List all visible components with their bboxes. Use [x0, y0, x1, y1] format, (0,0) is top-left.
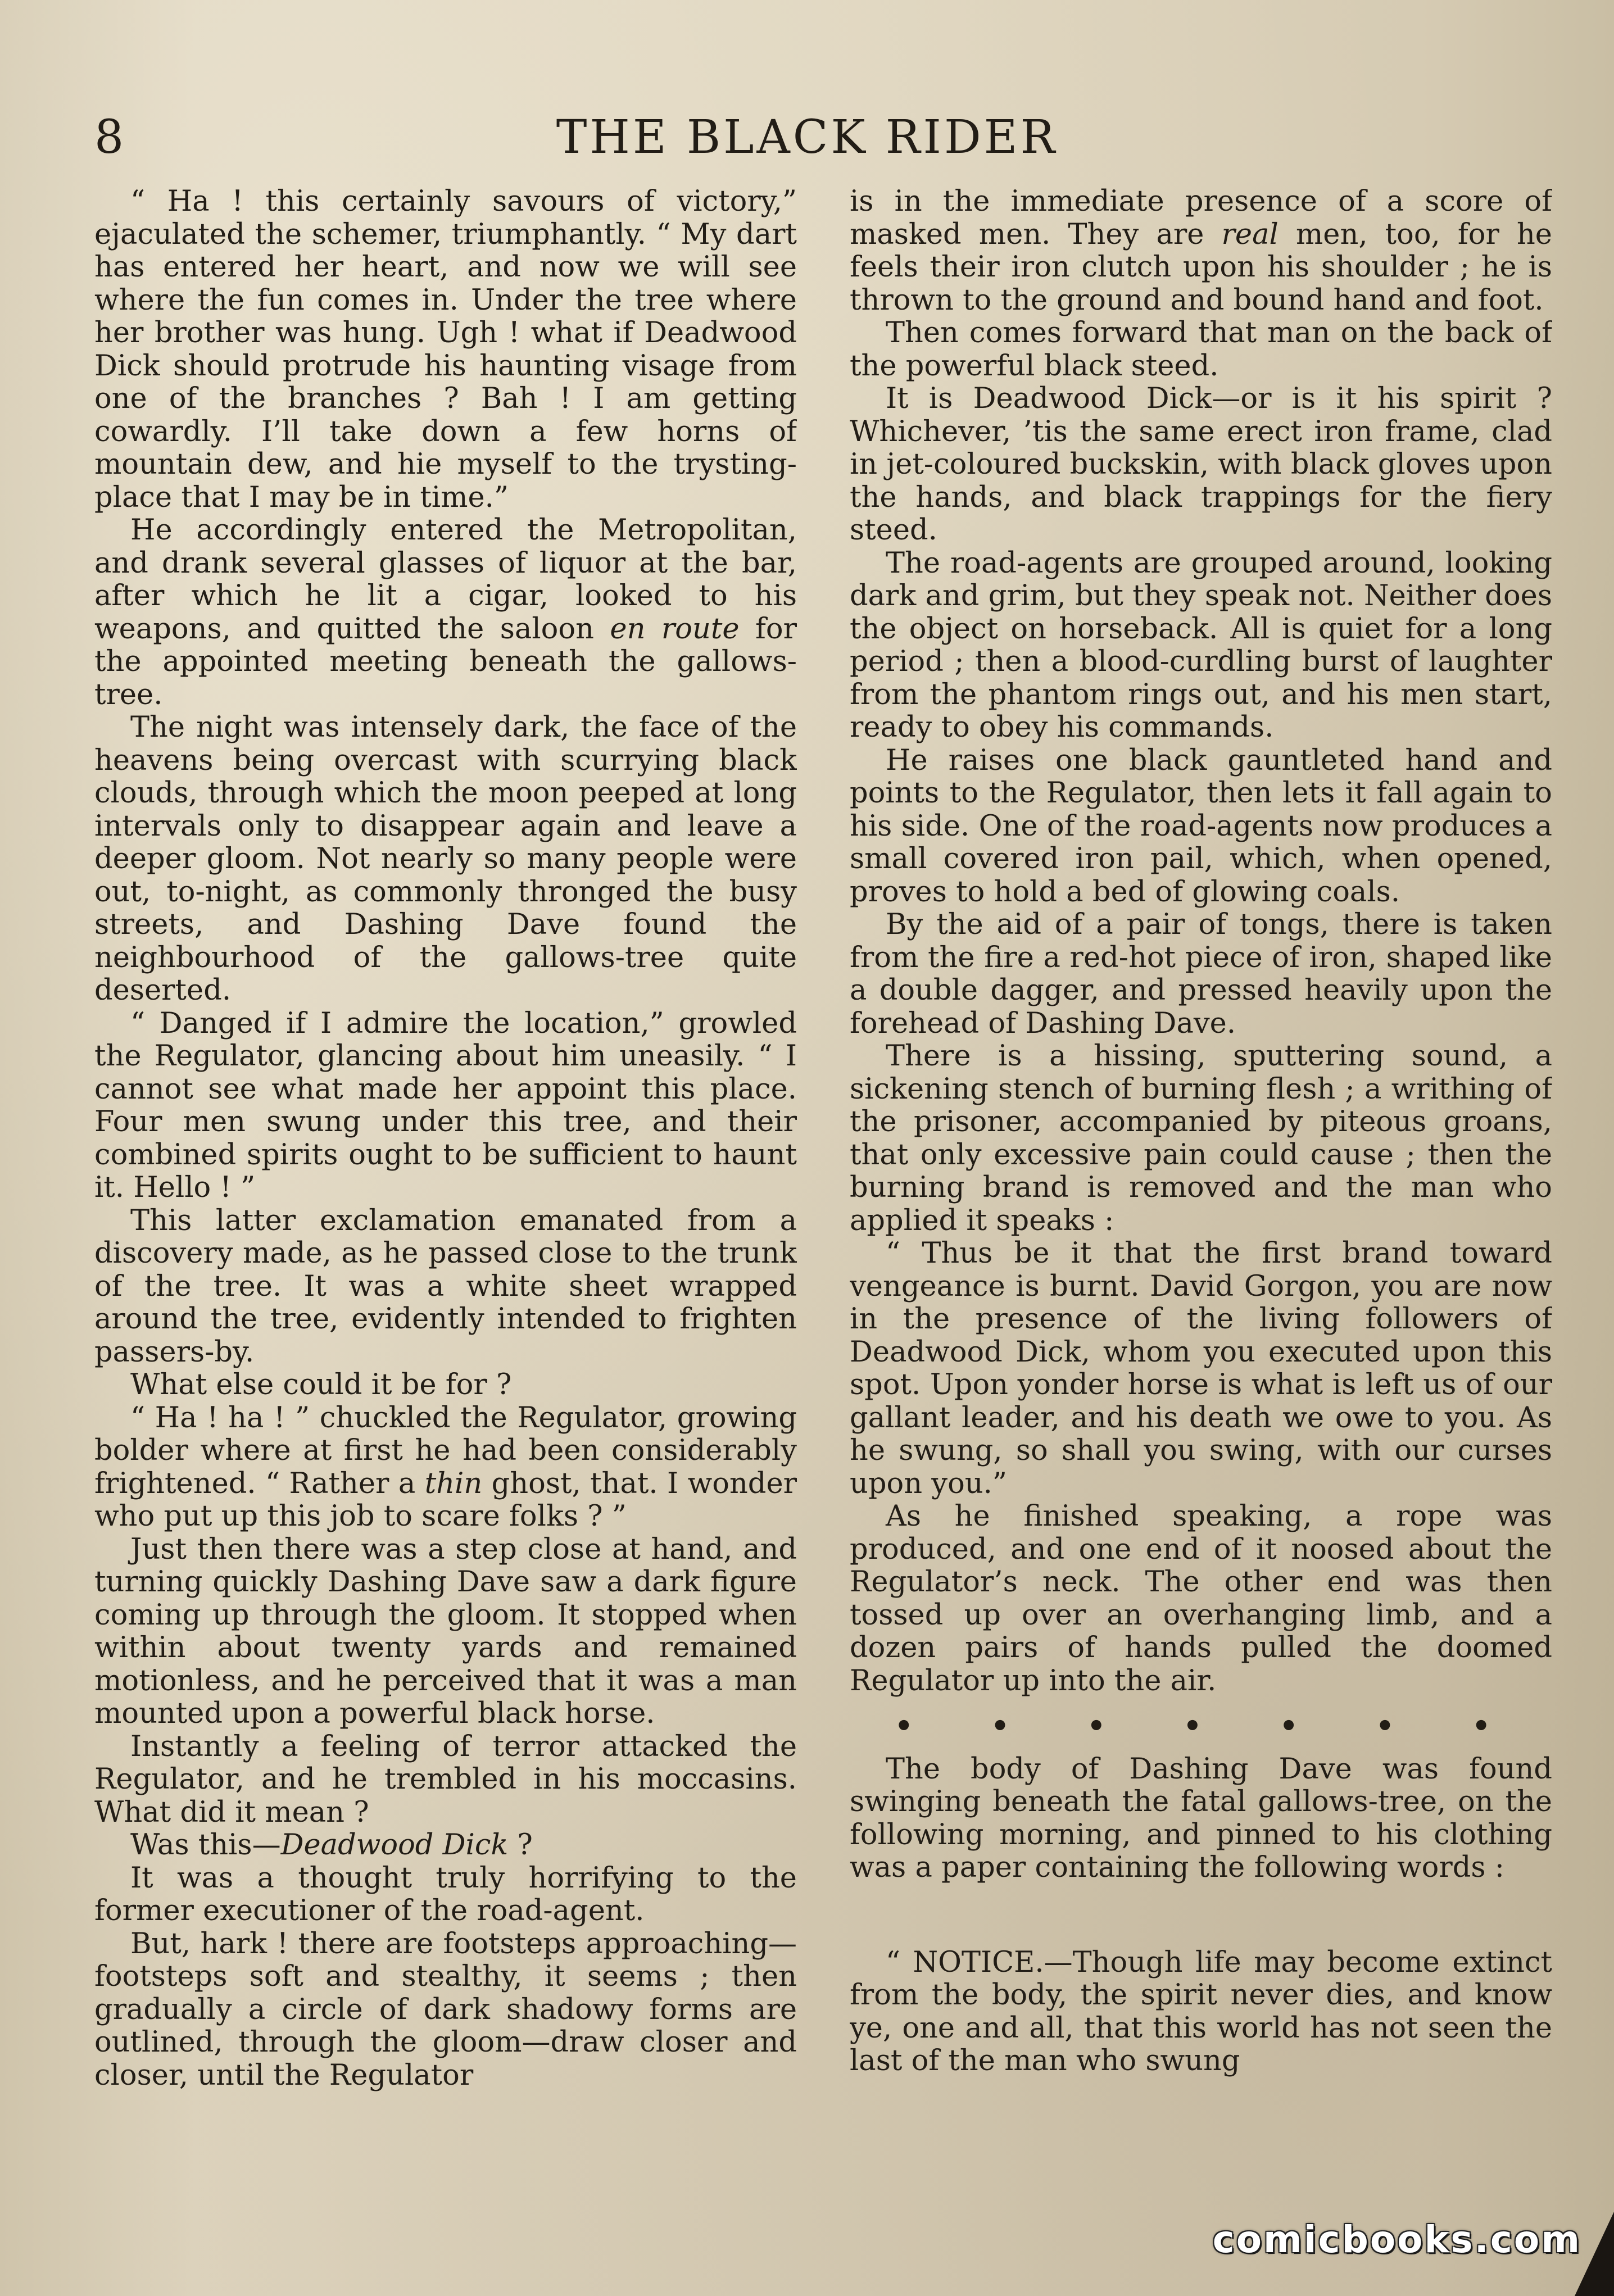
paragraph: Was this—Deadwood Dick ? [130, 1828, 533, 1862]
running-title: THE BLACK RIDER [556, 111, 1058, 164]
paragraph: By the aid of a pair of tongs, there is taken from the fire a red-hot piece of iron, shaped like a double dagger, and pressed heavily upon the forehead of Dashing Dave. [850, 908, 1552, 1040]
italic-phrase: en route [610, 612, 740, 646]
paragraph: “ Ha ! ha ! ” chuckled the Regulator, growing bolder where at first he had been considerably frightened. “ Rather a thin ghost, that. I wonder who put up this job to scare folks ? ” [94, 1401, 797, 1533]
paragraph: “ Thus be it that the first brand toward vengeance is burnt. David Gorgon, you are now in the presence of the living followers of Deadwood Dick, whom you executed upon this spot. Upon yonder horse is what is left us of our gallant leader, and his death we owe to you. As he swung, so shall you swing, with our curses upon you.” [850, 1237, 1552, 1500]
paragraph: This latter exclamation emanated from a discovery made, as he passed close to the trunk of the tree. It was a white sheet wrapped around the tree, evidently intended to frighten passers-by. [94, 1204, 797, 1369]
paragraph: “ Danged if I admire the location,” growled the Regulator, glancing about him uneasily. “ I cannot see what made her appoint this place. Four men swung under this tree, and their combined spirits ought to be sufficient to haunt it. Hello ! ” [94, 1006, 797, 1204]
page-number: 8 [94, 111, 125, 164]
ornament-dot: • [1279, 1709, 1298, 1743]
watermark: comicbooks.com [1212, 2218, 1581, 2261]
ornament-dot: • [1183, 1709, 1202, 1743]
paragraph: “ Ha ! this certainly savours of victory,” ejaculated the schemer, triumphantly. “ My dart has entered her heart, and now we will see where the fun comes in. Under the tree where her brother was hung. Ugh ! what if Deadwood Dick should protrude his haunting visage from one of the branches ? Bah ! I am getting cowardly. I’ll take down a few horns of mountain dew, and hie myself to the trysting-place that I may be in time.” [94, 185, 797, 514]
paragraph: What else could it be for ? [130, 1368, 512, 1401]
italic-phrase: real [1221, 217, 1278, 251]
paragraph: But, hark ! there are footsteps approaching—footsteps soft and stealthy, it seems ; then gradually a circle of dark shadowy forms are outlined, through the gloom—draw closer and closer, until the Regulator [94, 1927, 797, 2092]
notice-paragraph: “ NOTICE.—Though life may become extinct from the body, the spirit never dies, and know ye, one and all, that this world has not seen the last of the man who swung [850, 1945, 1552, 2077]
paragraph: It was a thought truly horrifying to the former executioner of the road-agent. [94, 1861, 797, 1927]
italic-phrase: thin [424, 1467, 483, 1500]
ornament-dot: • [1376, 1709, 1394, 1743]
paragraph: The night was intensely dark, the face of the heavens being overcast with scurrying black clouds, through which the moon peeped at long intervals only to disappear again and leave a deeper gloom. Not nearly so many people were out, to-night, as commonly thronged the busy streets, and Dashing Dave found the neighbourhood of the gallows-tree quite deserted. [94, 711, 797, 1007]
left-column [94, 185, 797, 2203]
italic-phrase: Deadwood Dick [280, 1828, 509, 1862]
right-column [850, 185, 1552, 2203]
paragraph: As he finished speaking, a rope was produced, and one end of it noosed about the Regulator’s neck. The other end was then tossed up over an overhanging limb, and a dozen pairs of hands pulled the doomed Regulator up into the air. [850, 1500, 1552, 1698]
paragraph: He accordingly entered the Metropolitan, and drank several glasses of liquor at the bar, after which he lit a cigar, looked to his weapons, and quitted the saloon en route for the appointed meeting beneath the gallows-tree. [94, 514, 797, 711]
ornament-dot: • [1472, 1709, 1490, 1743]
ornament-dot: • [1087, 1709, 1106, 1743]
paragraph: Instantly a feeling of terror attacked the Regulator, and he trembled in his moccasins. What did it mean ? [94, 1730, 797, 1829]
ornament-dot: • [991, 1709, 1009, 1743]
page-header [0, 107, 1614, 169]
section-break-ornament [850, 1710, 1552, 1743]
ornament-dot: • [895, 1709, 913, 1743]
paragraph: He raises one black gauntleted hand and points to the Regulator, then lets it fall again to his side. One of the road-agents now produces a small covered iron pail, which, when opened, proves to hold a bed of glowing coals. [850, 743, 1552, 909]
paragraph: It is Deadwood Dick—or is it his spirit ? Whichever, ’tis the same erect iron frame, clad in jet-coloured buckskin, with black gloves upon the hands, and black trappings for the fiery steed. [850, 382, 1552, 547]
paragraph: Just then there was a step close at hand, and turning quickly Dashing Dave saw a dark figure coming up through the gloom. It stopped when within about twenty yards and remained motionless, and he perceived that it was a man mounted upon a powerful black horse. [94, 1532, 797, 1730]
paragraph: Then comes forward that man on the back of the powerful black steed. [850, 316, 1552, 383]
paragraph: The body of Dashing Dave was found swinging beneath the fatal gallows-tree, on the following morning, and pinned to his clothing was a paper containing the following words : [850, 1752, 1552, 1884]
paragraph: There is a hissing, sputtering sound, a sickening stench of burning flesh ; a writhing of the prisoner, accompanied by piteous groans, that only excessive pain could cause ; then the burning brand is removed and the man who applied it speaks : [850, 1040, 1552, 1237]
paragraph: The road-agents are grouped around, looking dark and grim, but they speak not. Neither does the object on horseback. All is quiet for a long period ; then a blood-curdling burst of laughter from the phantom rings out, and his men start, ready to obey his commands. [850, 546, 1552, 744]
paragraph: is in the immediate presence of a score of masked men. They are real men, too, for he feels their iron clutch upon his shoulder ; he is thrown to the ground and bound hand and foot. [850, 185, 1552, 317]
